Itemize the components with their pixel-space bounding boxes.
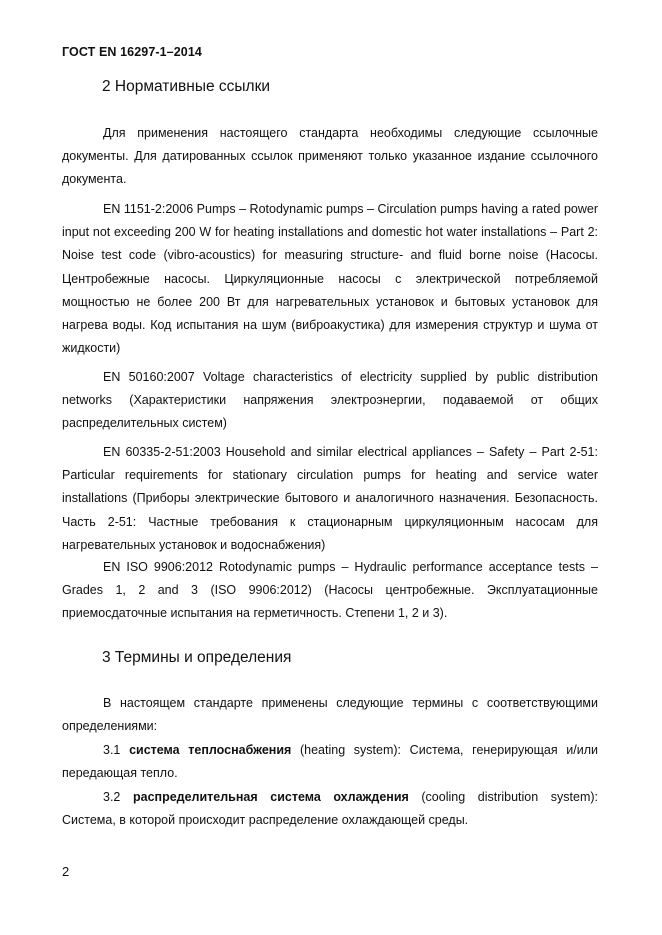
section-3-intro-text: В настоящем стандарте применены следующие термины с соответствующими определениями:	[62, 696, 598, 734]
term-definition: (cooling distribution system): Система, в которой происходит распределение охлаждающей среды.	[62, 790, 598, 828]
reference-en-50160	[62, 366, 598, 436]
reference-text: EN 1151-2:2006 Pumps – Rotodynamic pumps – Circulation pumps having a rated power input not exceeding 200 W for heating installations and domestic hot water installations – Part 2: Noise test code (vibro-acoustics) for measuring structure- and fluid borne noise (Насосы. Центробежные насосы. Циркуляционные насосы с электрической потребляемой мощностью не более 200 Вт для нагревательных установок и бытовых установок для нагрева воды. Код испытания на шум (виброакустика) для измерения структур и шума от жидкости)	[62, 202, 598, 356]
reference-text: EN ISO 9906:2012 Rotodynamic pumps – Hydraulic performance acceptance tests – Grades 1, 2 and 3 (ISO 9906:2012) (Насосы центробежные. Эксплуатационные приемосдаточные испытания на герметичность. Степени 1, 2 и 3).	[62, 560, 598, 621]
section-3-heading: 3 Термины и определения	[102, 649, 292, 666]
term-number: 3.1	[103, 743, 121, 757]
section-2-heading: 2 Нормативные ссылки	[102, 78, 271, 95]
section-2-intro	[62, 122, 598, 192]
section-2-intro-text: Для применения настоящего стандарта необходимы следующие ссылочные документы. Для датированных ссылок применяют только указанное издание ссылочного документа.	[62, 126, 598, 187]
reference-en-60335	[62, 441, 598, 557]
term-number: 3.2	[103, 790, 121, 804]
page-number: 2	[62, 864, 70, 879]
term-3-2	[62, 786, 598, 832]
reference-text: EN 60335-2-51:2003 Household and similar electrical appliances – Safety – Part 2-51: Particular requirements for stationary circulation pumps for heating and service water installations (Приборы электрические бытового и аналогичного назначения. Безопасность. Часть 2-51: Частные требования к стационарным циркуляционным насосам для нагревательных установок и водоснабжения)	[62, 445, 598, 552]
term-3-1	[62, 739, 598, 785]
reference-text: EN 50160:2007 Voltage characteristics of electricity supplied by public distribution networks (Характеристики напряжения электроэнергии, подаваемой от общих распределительных систем)	[62, 370, 598, 431]
term-name: распределительная система охлаждения	[132, 790, 409, 804]
term-name: система теплоснабжения	[129, 743, 292, 757]
reference-en-1151-2	[62, 198, 598, 360]
document-header: ГОСТ EN 16297-1–2014	[62, 45, 202, 59]
term-definition: (heating system): Система, генерирующая и/или передающая тепло.	[62, 743, 598, 781]
reference-en-iso-9906	[62, 556, 598, 626]
section-3-intro	[62, 692, 598, 738]
